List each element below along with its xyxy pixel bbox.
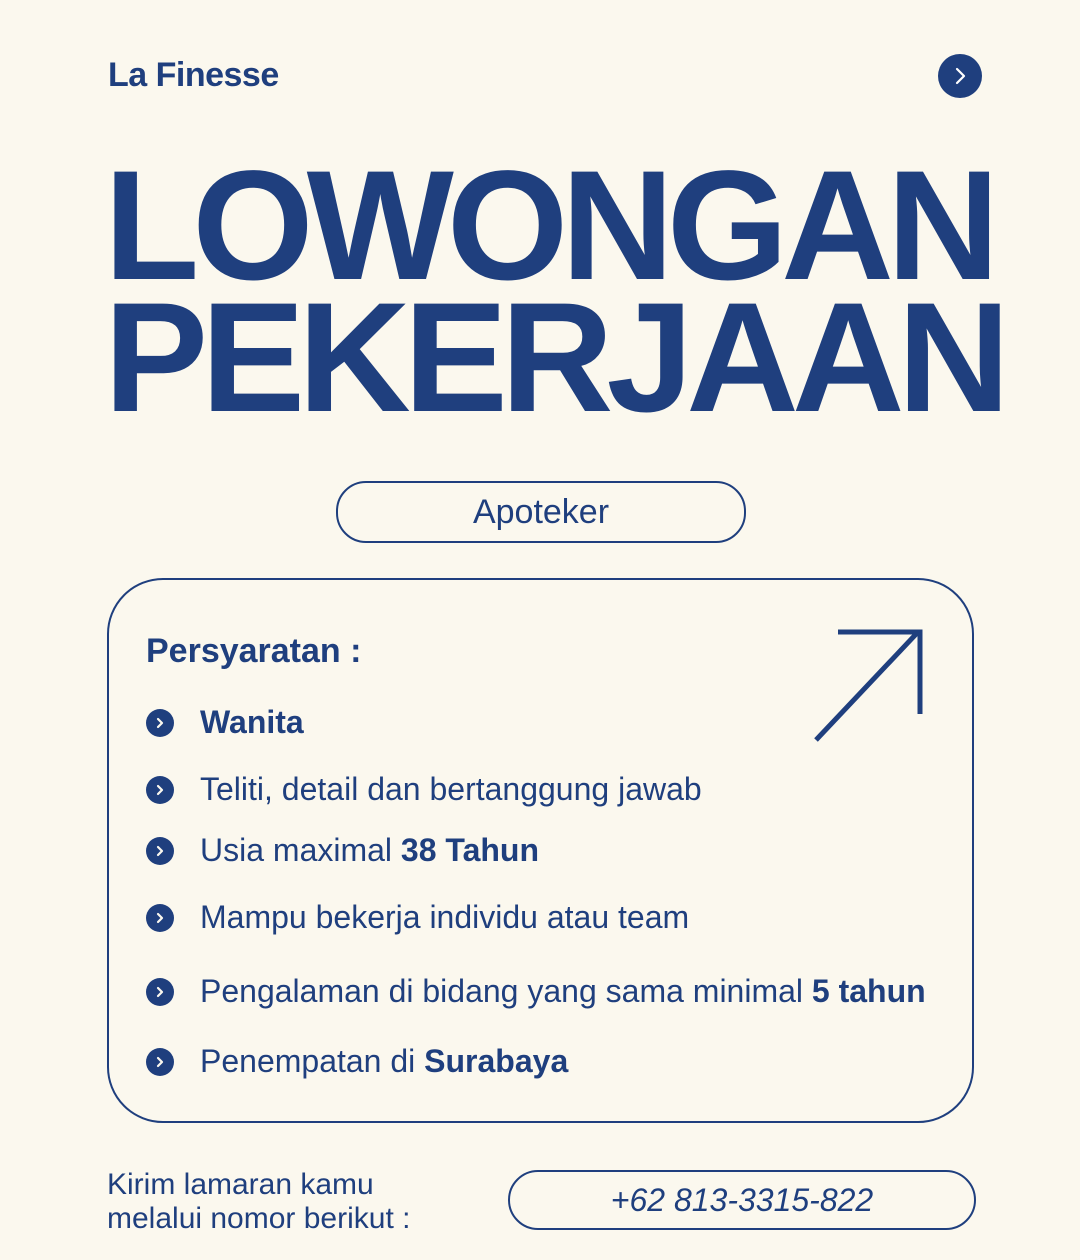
requirement-highlight: Wanita	[200, 704, 304, 740]
chevron-bullet-icon	[146, 709, 174, 737]
chevron-bullet-icon	[146, 978, 174, 1006]
requirement-text: Teliti, detail dan bertanggung jawab	[200, 771, 702, 807]
arrow-up-right-icon	[808, 626, 928, 746]
headline-line-1: LOWONGAN	[104, 139, 993, 313]
requirement-item	[146, 832, 539, 869]
requirement-text: Pengalaman di bidang yang sama minimal	[200, 973, 812, 1009]
contact-line-2: melalui nomor berikut :	[107, 1202, 411, 1235]
requirement-item	[146, 1043, 568, 1080]
requirement-text: Penempatan di	[200, 1043, 425, 1079]
requirement-highlight: 5 tahun	[811, 973, 926, 1009]
chevron-bullet-icon	[146, 776, 174, 804]
requirement-item	[146, 704, 304, 741]
contact-instructions	[107, 1168, 410, 1236]
requirement-item	[146, 899, 689, 936]
headline-line-2: PEKERJAAN	[104, 271, 1004, 445]
role-badge: Apoteker	[336, 481, 746, 543]
requirement-text: Mampu bekerja individu atau team	[200, 899, 690, 935]
chevron-bullet-icon	[146, 904, 174, 932]
requirements-title: Persyaratan :	[146, 632, 362, 670]
next-button[interactable]	[938, 54, 982, 98]
chevron-bullet-icon	[146, 1048, 174, 1076]
chevron-right-icon	[950, 66, 970, 86]
requirement-highlight: 38 Tahun	[400, 832, 540, 868]
requirement-item	[146, 973, 926, 1010]
requirement-highlight: Surabaya	[424, 1043, 569, 1079]
brand-name: La Finesse	[108, 56, 279, 94]
phone-number-link[interactable]: +62 813-3315-822	[508, 1170, 976, 1230]
requirement-text: Usia maximal	[200, 832, 401, 868]
chevron-bullet-icon	[146, 837, 174, 865]
requirement-item	[146, 771, 702, 808]
contact-line-1: Kirim lamaran kamu	[107, 1168, 374, 1201]
